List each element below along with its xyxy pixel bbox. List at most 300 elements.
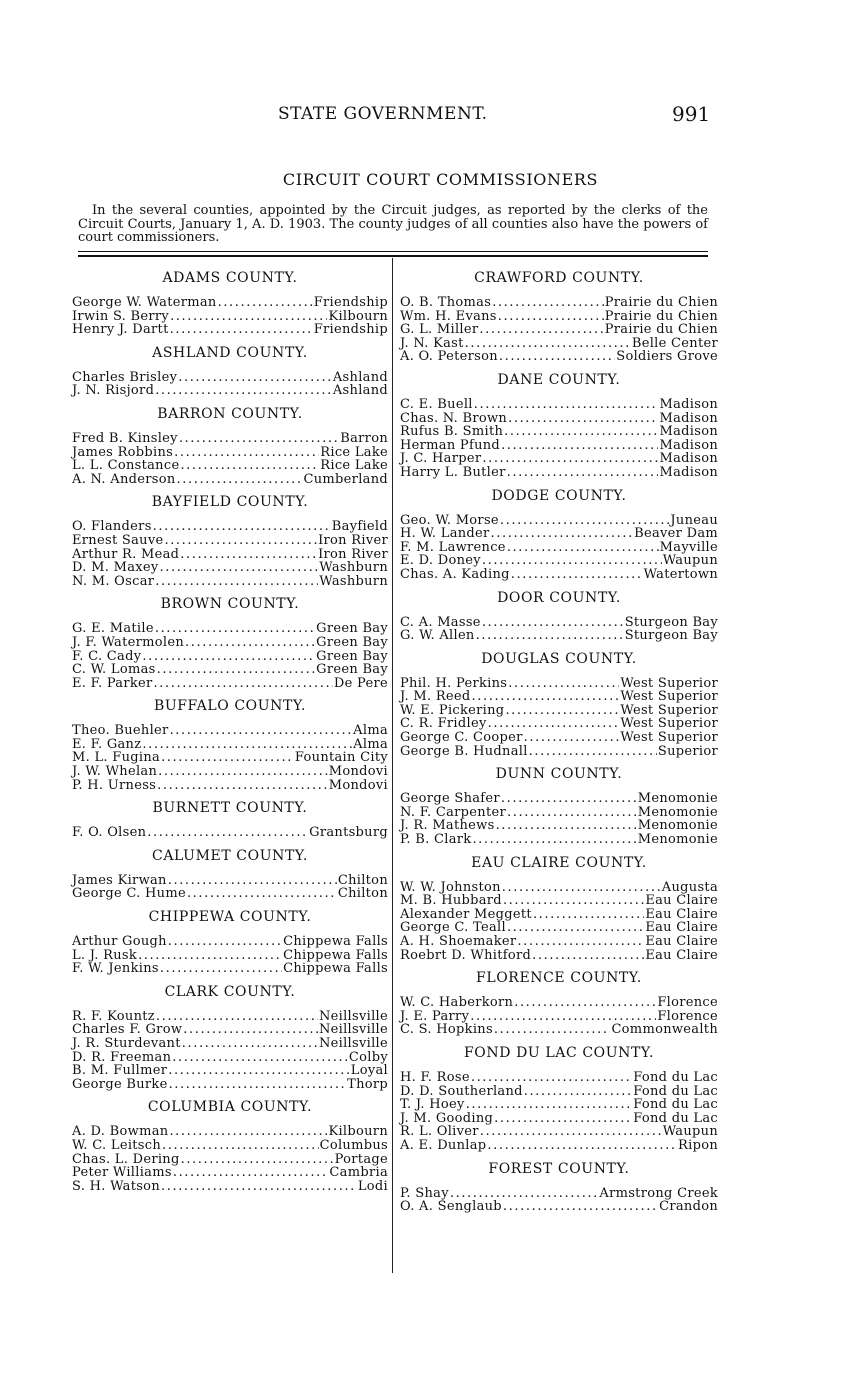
dot-leader bbox=[501, 792, 637, 806]
dot-leader bbox=[472, 690, 620, 704]
commissioner-entry bbox=[400, 629, 718, 643]
dot-leader bbox=[168, 1064, 350, 1078]
commissioner-name: P. Shay bbox=[400, 1185, 449, 1201]
commissioner-entry bbox=[400, 690, 718, 704]
dot-leader bbox=[218, 296, 313, 310]
commissioner-location: Juneau bbox=[670, 512, 718, 528]
dot-leader bbox=[162, 1139, 319, 1153]
dot-leader bbox=[482, 554, 662, 568]
commissioner-entry bbox=[400, 717, 718, 731]
commissioner-name: O. Flanders bbox=[72, 519, 152, 535]
commissioner-entry bbox=[72, 534, 388, 548]
dot-leader bbox=[170, 724, 353, 738]
commissioner-location: West Superior bbox=[620, 675, 718, 691]
county-heading: BAYFIELD COUNTY. bbox=[151, 494, 309, 511]
commissioner-location: Green Bay bbox=[316, 634, 388, 650]
dot-leader bbox=[500, 514, 670, 528]
commissioner-entry bbox=[72, 826, 388, 840]
county-heading: DOUGLAS COUNTY. bbox=[481, 650, 637, 667]
commissioner-location: Waupun bbox=[662, 1124, 718, 1140]
county-heading: CHIPPEWA COUNTY. bbox=[148, 909, 312, 926]
county-heading: ASHLAND COUNTY. bbox=[152, 344, 308, 361]
county-heading: CRAWFORD COUNTY. bbox=[474, 270, 644, 286]
dot-leader bbox=[532, 949, 644, 963]
commissioner-location: Barron bbox=[340, 430, 388, 446]
dot-leader bbox=[155, 622, 315, 636]
commissioner-name: Roebrt D. Whitford bbox=[400, 947, 532, 963]
commissioner-name: Alexander Meggett bbox=[400, 906, 532, 922]
page-header bbox=[0, 104, 859, 128]
commissioner-location: West Superior bbox=[620, 689, 718, 705]
dot-leader bbox=[153, 520, 331, 534]
commissioner-entry bbox=[400, 806, 718, 820]
commissioner-name: D. D. Southerland bbox=[400, 1083, 523, 1099]
dot-leader bbox=[474, 398, 659, 412]
commissioner-name: Wm. H. Evans bbox=[400, 308, 497, 324]
commissioner-location: Kilbourn bbox=[328, 1124, 388, 1140]
dot-leader bbox=[524, 731, 620, 745]
dot-leader bbox=[168, 935, 282, 949]
commissioner-name: H. W. Lander bbox=[400, 526, 490, 542]
commissioner-location: Rice Lake bbox=[320, 458, 388, 474]
commissioner-entry bbox=[72, 949, 388, 963]
commissioner-entry bbox=[72, 636, 388, 650]
dot-leader bbox=[524, 1085, 632, 1099]
commissioner-name: James Kirwan bbox=[72, 872, 167, 888]
commissioner-entry bbox=[72, 887, 388, 901]
commissioner-name: George Shafer bbox=[400, 791, 500, 807]
dot-leader bbox=[185, 636, 315, 650]
commissioner-name: H. F. Rose bbox=[400, 1069, 470, 1085]
commissioner-entry bbox=[400, 921, 718, 935]
commissioner-location: Washburn bbox=[319, 573, 388, 589]
dot-leader bbox=[482, 452, 658, 466]
commissioner-entry bbox=[400, 677, 718, 691]
commissioner-entry bbox=[400, 908, 718, 922]
dot-leader bbox=[156, 1010, 318, 1024]
commissioner-entry bbox=[400, 819, 718, 833]
dot-leader bbox=[161, 1180, 357, 1194]
commissioner-entry bbox=[72, 751, 388, 765]
dot-leader bbox=[508, 412, 658, 426]
commissioner-name: W. E. Pickering bbox=[400, 702, 505, 718]
commissioner-location: Alma bbox=[353, 736, 388, 752]
commissioner-name: A. O. Peterson bbox=[400, 349, 498, 365]
commissioner-entry bbox=[400, 881, 718, 895]
commissioner-name: P. B. Clark bbox=[400, 832, 472, 848]
commissioner-location: Mayville bbox=[659, 539, 718, 555]
commissioner-entry bbox=[400, 452, 718, 466]
dot-leader bbox=[168, 874, 337, 888]
commissioner-location: Soldiers Grove bbox=[616, 349, 718, 365]
commissioner-entry bbox=[400, 412, 718, 426]
commissioner-location: Neillsville bbox=[318, 1008, 388, 1024]
commissioner-name: J. F. Watermolen bbox=[72, 634, 185, 650]
commissioner-name: George C. Cooper bbox=[400, 730, 523, 746]
dot-leader bbox=[488, 717, 620, 731]
commissioner-location: Grantsburg bbox=[309, 825, 388, 841]
dot-leader bbox=[503, 894, 644, 908]
commissioner-entry bbox=[72, 384, 388, 398]
commissioner-name: Arthur R. Mead bbox=[72, 546, 180, 562]
county-block bbox=[400, 1045, 718, 1153]
commissioner-name: Peter Williams bbox=[72, 1165, 172, 1181]
commissioner-entry bbox=[72, 548, 388, 562]
dot-leader bbox=[180, 459, 319, 473]
commissioner-location: Iron River bbox=[318, 532, 388, 548]
dot-leader bbox=[183, 1023, 318, 1037]
county-block bbox=[400, 970, 718, 1037]
commissioner-location: Crandon bbox=[659, 1199, 718, 1215]
commissioner-location: Thorp bbox=[347, 1076, 388, 1092]
commissioner-location: Madison bbox=[659, 424, 718, 440]
commissioner-location: Lodi bbox=[357, 1178, 388, 1194]
commissioner-location: Menomonie bbox=[637, 832, 718, 848]
dot-leader bbox=[508, 677, 619, 691]
commissioner-name: R. F. Kountz bbox=[72, 1008, 155, 1024]
commissioner-location: Eau Claire bbox=[645, 920, 718, 936]
commissioner-name: C. A. Masse bbox=[400, 614, 481, 630]
commissioner-location: Madison bbox=[659, 437, 718, 453]
dot-leader bbox=[155, 384, 332, 398]
commissioner-name: Herman Pfund bbox=[400, 437, 501, 453]
commissioner-location: Sturgeon Bay bbox=[624, 628, 718, 644]
commissioner-name: Phil. H. Perkins bbox=[400, 675, 508, 691]
dot-leader bbox=[494, 1112, 632, 1126]
county-heading: BURNETT COUNTY. bbox=[152, 800, 308, 817]
county-heading: DUNN COUNTY. bbox=[495, 766, 623, 783]
county-block bbox=[400, 855, 718, 963]
commissioner-entry bbox=[400, 296, 718, 310]
dot-leader bbox=[494, 1023, 611, 1037]
commissioner-location: Mondovi bbox=[328, 777, 388, 793]
commissioner-name: A. E. Dunlap bbox=[400, 1137, 487, 1153]
commissioner-name: Fred B. Kinsley bbox=[72, 430, 178, 446]
commissioner-location: Friendship bbox=[313, 322, 388, 338]
commissioner-entry bbox=[400, 1023, 718, 1037]
commissioner-location: Fond du Lac bbox=[633, 1097, 718, 1113]
county-block bbox=[400, 766, 718, 846]
commissioner-entry bbox=[72, 874, 388, 888]
page-number: 991 bbox=[672, 102, 711, 126]
commissioner-name: F. W. Jenkins bbox=[72, 961, 159, 977]
county-heading: FOREST COUNTY. bbox=[488, 1160, 630, 1177]
commissioner-name: Rufus B. Smith bbox=[400, 424, 504, 440]
dot-leader bbox=[496, 819, 637, 833]
commissioner-location: Green Bay bbox=[316, 662, 388, 678]
commissioner-name: E. D. Doney bbox=[400, 553, 481, 569]
commissioner-location: Sturgeon Bay bbox=[624, 614, 718, 630]
commissioner-name: James Robbins bbox=[72, 444, 174, 460]
commissioner-name: J. W. Whelan bbox=[72, 764, 158, 780]
commissioner-entry bbox=[72, 765, 388, 779]
commissioner-name: N. F. Carpenter bbox=[400, 804, 506, 820]
commissioner-location: Eau Claire bbox=[645, 893, 718, 909]
left-column bbox=[72, 270, 388, 1201]
commissioner-name: George B. Hudnall bbox=[400, 743, 528, 759]
dot-leader bbox=[479, 323, 603, 337]
commissioner-entry bbox=[72, 1139, 388, 1153]
commissioner-entry bbox=[72, 446, 388, 460]
commissioner-name: J. R. Sturdevant bbox=[72, 1036, 181, 1051]
commissioner-entry bbox=[400, 1071, 718, 1085]
commissioner-entry bbox=[72, 724, 388, 738]
county-block bbox=[400, 372, 718, 480]
commissioner-name: R. L. Oliver bbox=[400, 1124, 479, 1140]
dot-leader bbox=[511, 568, 643, 582]
commissioner-name: A. H. Shoemaker bbox=[400, 934, 517, 949]
county-block bbox=[400, 270, 718, 364]
commissioner-name: George C. Teall bbox=[400, 920, 506, 936]
commissioner-entry bbox=[400, 425, 718, 439]
dot-leader bbox=[182, 1037, 318, 1051]
column-divider bbox=[392, 258, 393, 1273]
county-block bbox=[400, 488, 718, 582]
commissioner-name: S. H. Watson bbox=[72, 1178, 160, 1194]
dot-leader bbox=[158, 765, 328, 779]
commissioner-name: O. A. Senglaub bbox=[400, 1199, 502, 1215]
commissioner-location: Washburn bbox=[319, 560, 388, 576]
dot-leader bbox=[471, 1071, 632, 1085]
commissioner-location: Chippewa Falls bbox=[283, 947, 388, 963]
commissioner-entry bbox=[72, 310, 388, 324]
county-block bbox=[72, 848, 388, 901]
commissioner-location: Augusta bbox=[661, 879, 718, 895]
commissioner-entry bbox=[400, 527, 718, 541]
commissioner-name: E. F. Parker bbox=[72, 675, 153, 691]
dot-leader bbox=[170, 310, 327, 324]
commissioner-entry bbox=[72, 1037, 388, 1051]
dot-leader bbox=[498, 310, 604, 324]
commissioner-entry bbox=[72, 371, 388, 385]
commissioner-entry bbox=[72, 1051, 388, 1065]
commissioner-name: J. M. Reed bbox=[400, 689, 471, 705]
dot-leader bbox=[161, 751, 294, 765]
commissioner-entry bbox=[400, 398, 718, 412]
commissioner-location: Ashland bbox=[332, 383, 388, 399]
commissioner-location: Armstrong Creek bbox=[599, 1185, 718, 1201]
commissioner-location: Colby bbox=[348, 1049, 388, 1065]
commissioner-location: Loyal bbox=[350, 1063, 388, 1079]
commissioner-entry bbox=[72, 323, 388, 337]
commissioner-entry bbox=[400, 323, 718, 337]
commissioner-location: Florence bbox=[657, 1008, 718, 1024]
commissioner-location: Chippewa Falls bbox=[283, 934, 388, 950]
commissioner-name: M. L. Fugina bbox=[72, 750, 161, 766]
county-heading: BROWN COUNTY. bbox=[160, 596, 300, 613]
commissioner-entry bbox=[400, 704, 718, 718]
commissioner-entry bbox=[72, 1180, 388, 1194]
dot-leader bbox=[504, 425, 658, 439]
dot-leader bbox=[179, 432, 339, 446]
commissioner-location: Eau Claire bbox=[645, 934, 718, 949]
commissioner-name: George W. Waterman bbox=[72, 295, 217, 310]
commissioner-location: Waupun bbox=[662, 553, 718, 569]
commissioner-name: J. R. Mathews bbox=[400, 818, 495, 834]
commissioner-location: Prairie du Chien bbox=[604, 295, 718, 310]
county-block bbox=[72, 270, 388, 337]
commissioner-entry bbox=[72, 1153, 388, 1167]
commissioner-name: George Burke bbox=[72, 1076, 168, 1092]
commissioner-entry bbox=[400, 554, 718, 568]
commissioner-entry bbox=[72, 663, 388, 677]
commissioner-name: D. M. Maxey bbox=[72, 560, 159, 576]
county-block bbox=[72, 345, 388, 398]
commissioner-location: Neillsville bbox=[318, 1022, 388, 1038]
commissioner-entry bbox=[400, 439, 718, 453]
county-heading: CLARK COUNTY. bbox=[164, 983, 296, 1000]
commissioner-name: P. H. Urness bbox=[72, 777, 157, 793]
commissioner-location: Chippewa Falls bbox=[283, 961, 388, 977]
county-block bbox=[72, 596, 388, 690]
commissioner-location: Prairie du Chien bbox=[604, 322, 718, 338]
commissioner-location: Fond du Lac bbox=[633, 1110, 718, 1126]
commissioner-location: Green Bay bbox=[316, 621, 388, 637]
dot-leader bbox=[499, 350, 615, 364]
commissioner-location: Menomonie bbox=[637, 804, 718, 820]
commissioner-entry bbox=[400, 935, 718, 949]
commissioner-location: Green Bay bbox=[316, 648, 388, 664]
commissioner-entry bbox=[72, 779, 388, 793]
dot-leader bbox=[142, 738, 352, 752]
commissioner-location: Eau Claire bbox=[645, 906, 718, 922]
commissioner-entry bbox=[400, 1187, 718, 1201]
commissioner-name: A. N. Anderson bbox=[72, 471, 176, 487]
commissioner-entry bbox=[400, 1098, 718, 1112]
commissioner-name: Harry L. Butler bbox=[400, 464, 506, 480]
dot-leader bbox=[487, 1139, 677, 1153]
commissioner-entry bbox=[400, 792, 718, 806]
commissioner-entry bbox=[400, 466, 718, 480]
commissioner-location: Portage bbox=[334, 1151, 388, 1167]
dot-leader bbox=[503, 1200, 658, 1214]
county-block bbox=[72, 494, 388, 588]
commissioner-name: Chas. A. Kading bbox=[400, 566, 510, 582]
commissioner-name: W. C. Haberkorn bbox=[400, 995, 514, 1011]
dot-leader bbox=[142, 650, 315, 664]
dot-leader bbox=[154, 677, 333, 691]
county-heading: DANE COUNTY. bbox=[497, 371, 621, 388]
dot-leader bbox=[169, 1078, 347, 1092]
commissioner-entry bbox=[72, 1010, 388, 1024]
county-heading: FOND DU LAC COUNTY. bbox=[463, 1044, 655, 1061]
commissioner-name: George C. Hume bbox=[72, 886, 186, 902]
commissioner-entry bbox=[400, 894, 718, 908]
commissioner-entry bbox=[72, 962, 388, 976]
county-heading: BUFFALO COUNTY. bbox=[153, 698, 307, 715]
county-heading: CALUMET COUNTY. bbox=[152, 847, 308, 864]
commissioner-location: Mondovi bbox=[328, 764, 388, 780]
commissioner-location: West Superior bbox=[620, 716, 718, 732]
county-block bbox=[72, 406, 388, 486]
running-title: STATE GOVERNMENT. bbox=[278, 104, 488, 124]
dot-leader bbox=[507, 806, 637, 820]
commissioner-entry bbox=[72, 1023, 388, 1037]
commissioner-name: D. R. Freeman bbox=[72, 1049, 172, 1065]
commissioner-name: F. C. Cady bbox=[72, 648, 142, 664]
county-heading: BARRON COUNTY. bbox=[157, 405, 303, 422]
dot-leader bbox=[507, 466, 659, 480]
dot-leader bbox=[502, 881, 661, 895]
commissioner-location: Alma bbox=[353, 723, 388, 739]
commissioner-name: C. R. Fridley bbox=[400, 716, 487, 732]
commissioner-entry bbox=[72, 459, 388, 473]
commissioner-entry bbox=[400, 1125, 718, 1139]
commissioner-entry bbox=[72, 561, 388, 575]
commissioner-location: Madison bbox=[659, 464, 718, 480]
commissioner-name: J. C. Harper bbox=[400, 451, 482, 467]
dot-leader bbox=[157, 779, 328, 793]
commissioner-location: Neillsville bbox=[318, 1036, 388, 1051]
commissioner-location: Belle Center bbox=[631, 335, 718, 351]
commissioner-entry bbox=[400, 616, 718, 630]
commissioner-entry bbox=[400, 996, 718, 1010]
dot-leader bbox=[470, 1010, 656, 1024]
dot-leader bbox=[505, 704, 619, 718]
commissioner-location: Madison bbox=[659, 451, 718, 467]
commissioner-entry bbox=[400, 350, 718, 364]
dot-leader bbox=[173, 1166, 329, 1180]
county-heading: DODGE COUNTY. bbox=[491, 487, 627, 504]
commissioner-location: Fountain City bbox=[294, 750, 388, 766]
dot-leader bbox=[147, 826, 308, 840]
commissioner-location: Rice Lake bbox=[320, 444, 388, 460]
dot-leader bbox=[507, 541, 659, 555]
commissioner-location: Ashland bbox=[332, 369, 388, 385]
commissioner-name: Theo. Buehler bbox=[72, 723, 169, 739]
dot-leader bbox=[533, 908, 644, 922]
dot-leader bbox=[476, 629, 624, 643]
commissioner-location: Eau Claire bbox=[645, 947, 718, 963]
commissioner-name: J. N. Risjord bbox=[72, 383, 155, 399]
commissioner-name: Irwin S. Berry bbox=[72, 308, 170, 324]
commissioner-name: Geo. W. Morse bbox=[400, 512, 499, 528]
commissioner-name: F. M. Lawrence bbox=[400, 539, 506, 555]
dot-leader bbox=[170, 323, 313, 337]
commissioner-entry bbox=[72, 520, 388, 534]
commissioner-name: Charles F. Grow bbox=[72, 1022, 183, 1038]
commissioner-entry bbox=[400, 310, 718, 324]
commissioner-entry bbox=[72, 575, 388, 589]
commissioner-name: Ernest Sauve bbox=[72, 532, 164, 548]
dot-leader bbox=[492, 296, 604, 310]
commissioner-location: Menomonie bbox=[637, 818, 718, 834]
commissioner-location: Fond du Lac bbox=[633, 1069, 718, 1085]
commissioner-entry bbox=[400, 949, 718, 963]
dot-leader bbox=[514, 996, 656, 1010]
commissioner-name: E. F. Ganz bbox=[72, 736, 142, 752]
commissioner-name: C. S. Hopkins bbox=[400, 1022, 493, 1038]
commissioner-name: Henry J. Dartt bbox=[72, 322, 169, 338]
commissioner-name: F. O. Olsen bbox=[72, 825, 147, 841]
commissioner-entry bbox=[72, 650, 388, 664]
commissioner-entry bbox=[72, 296, 388, 310]
commissioner-entry bbox=[72, 738, 388, 752]
commissioner-name: O. B. Thomas bbox=[400, 295, 492, 310]
commissioner-location: West Superior bbox=[620, 730, 718, 746]
commissioner-entry bbox=[400, 1112, 718, 1126]
commissioner-location: Beaver Dam bbox=[634, 526, 718, 542]
commissioner-entry bbox=[400, 337, 718, 351]
commissioner-entry bbox=[400, 1010, 718, 1024]
commissioner-location: Ripon bbox=[678, 1137, 718, 1153]
dot-leader bbox=[529, 745, 657, 759]
dot-leader bbox=[480, 1125, 662, 1139]
commissioner-entry bbox=[400, 745, 718, 759]
commissioner-location: Chilton bbox=[337, 872, 388, 888]
commissioner-name: L. J. Rusk bbox=[72, 947, 138, 963]
commissioner-name: C. E. Buell bbox=[400, 396, 473, 412]
